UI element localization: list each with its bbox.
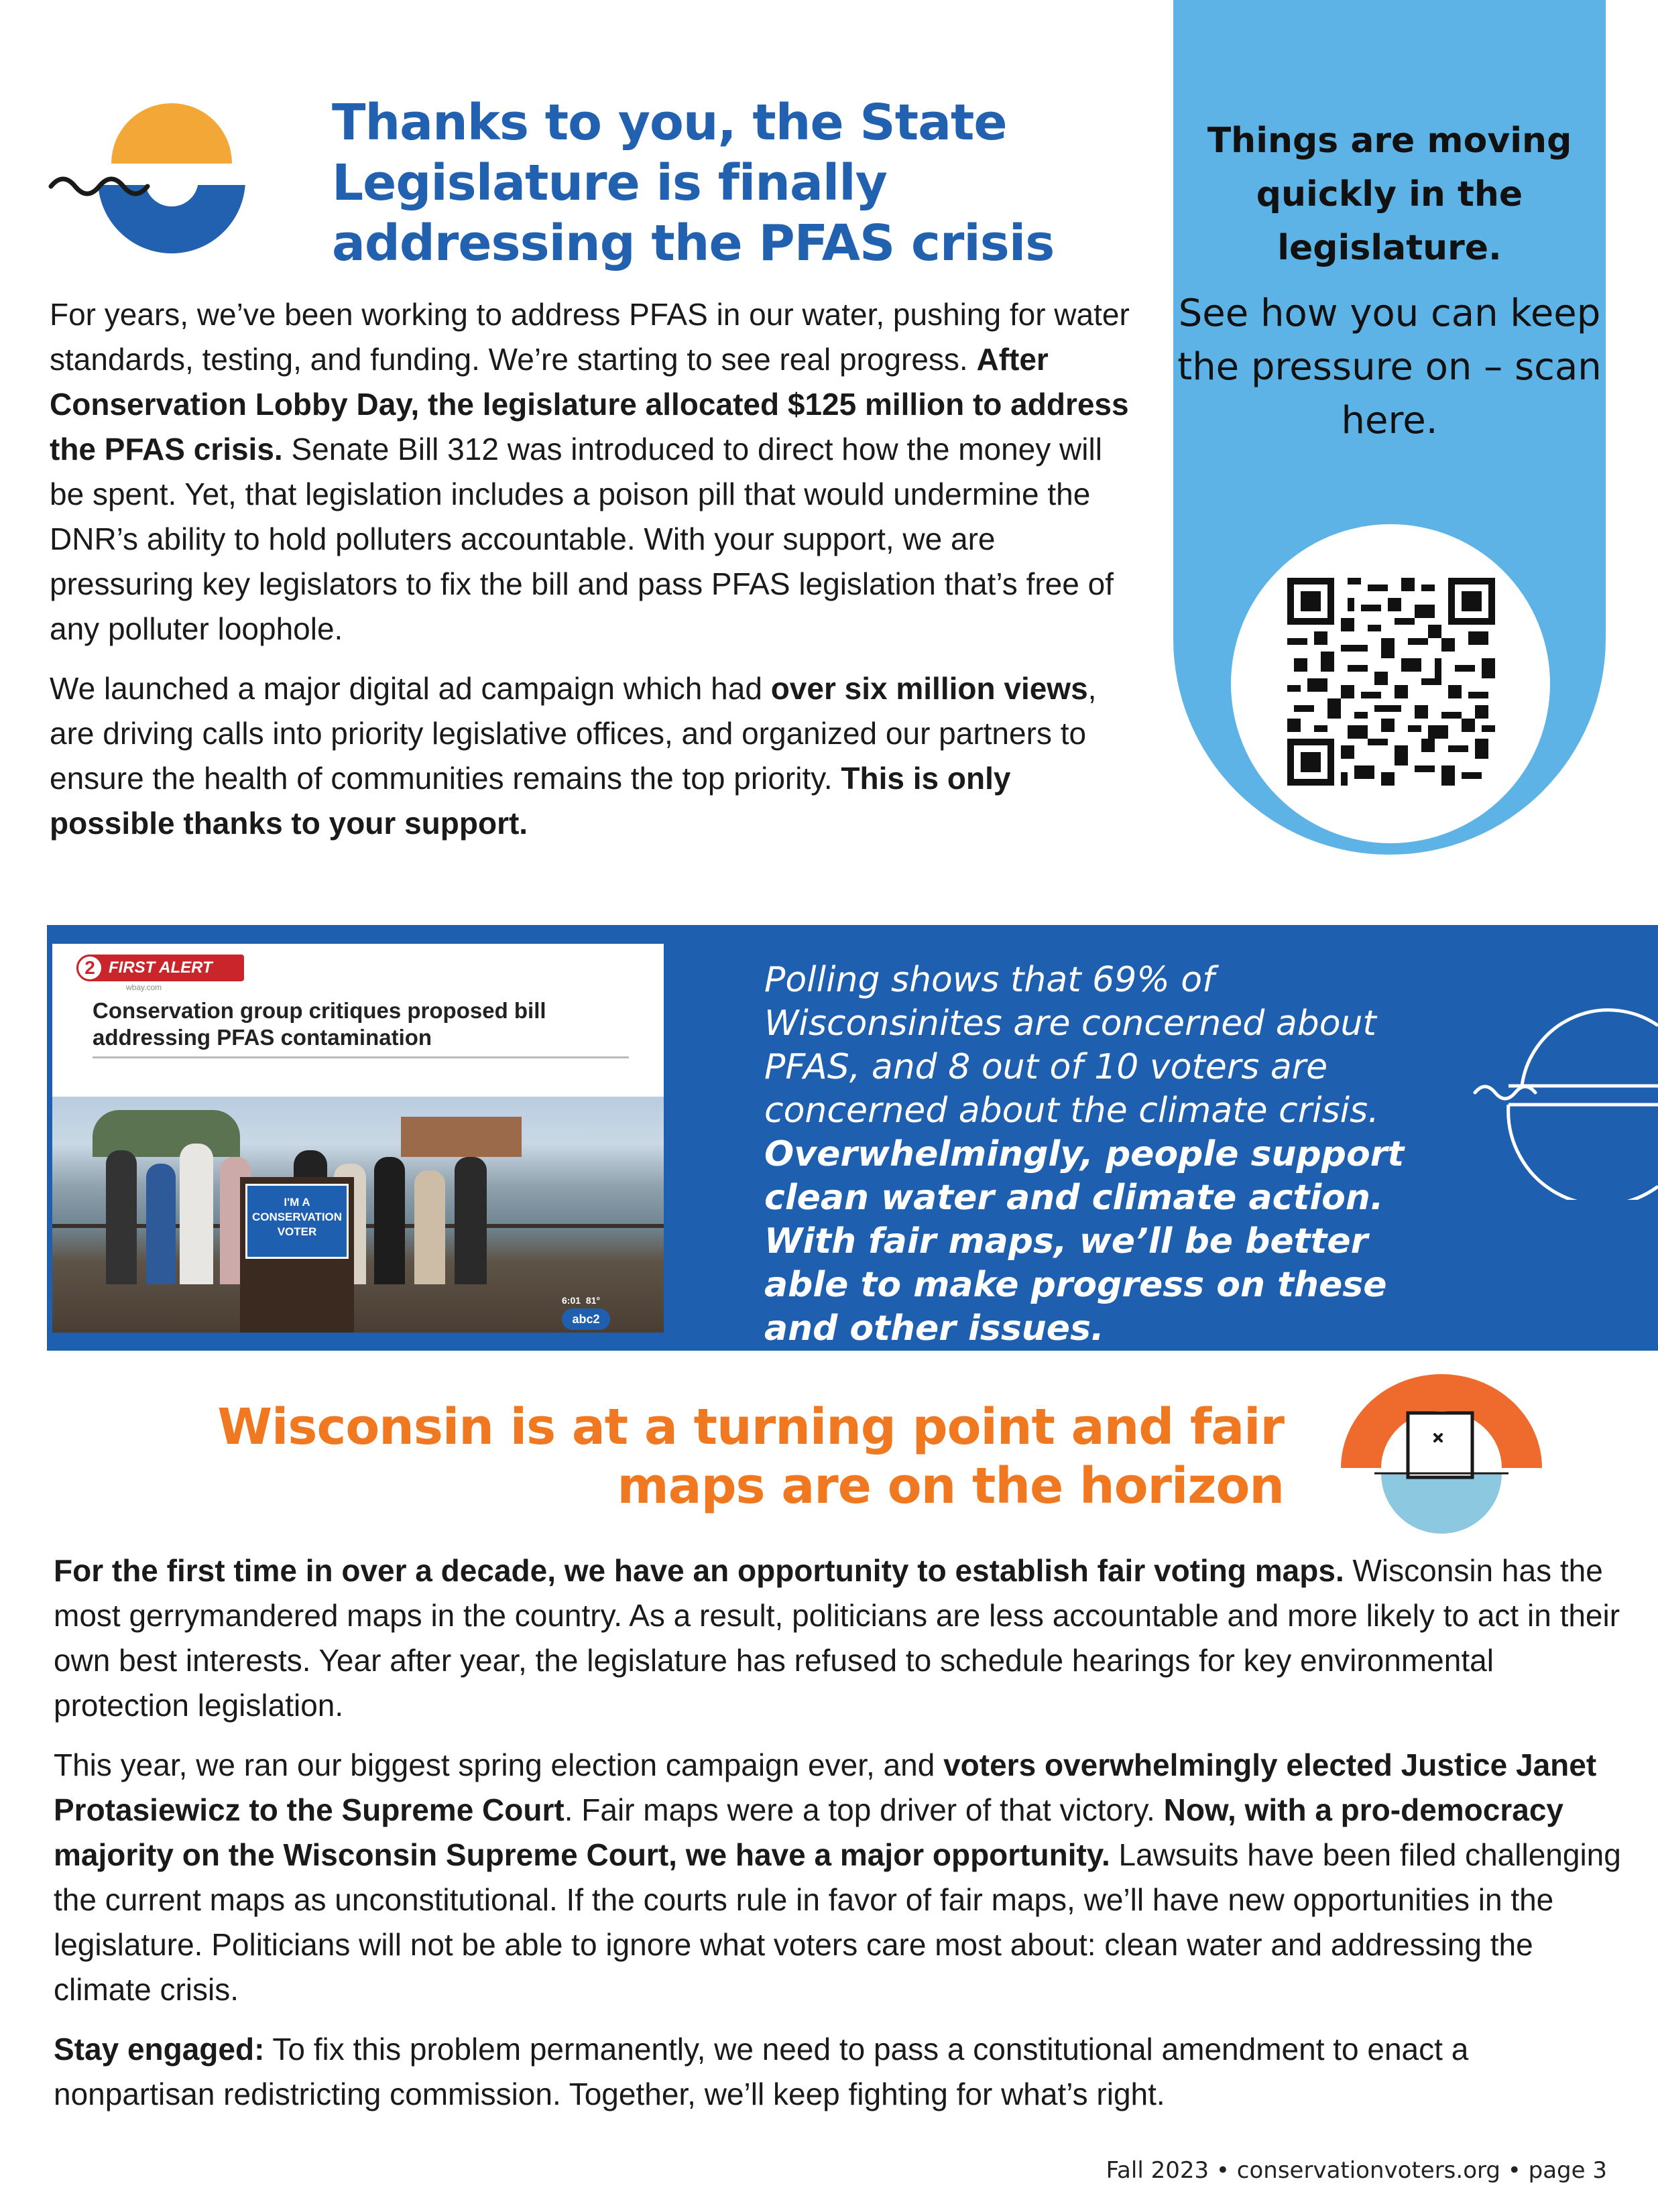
news-screenshot — [52, 944, 664, 1333]
pfas-paragraph-1 — [50, 292, 1136, 652]
maps-p1-bold: For the first time in over a decade, we have an opportunity to establish fair voting maps. — [54, 1553, 1344, 1588]
maps-p3-text: To fix this problem permanently, we need to pass a constitutional amendment to enact a nonpartisan redistricting commission. Together, we’ll keep fighting for what’s right. — [54, 2032, 1469, 2111]
person — [146, 1164, 176, 1284]
first-alert-logo — [76, 955, 244, 981]
maps-p2-text-3: Lawsuits have been filed challenging the current maps as unconstitutional. If the courts rule in favor of fair maps, we’ll have new opportunities in the legislature. Politicians will not be able to ignore what voters care most about: clean water and addressing the climate crisis. — [54, 1837, 1621, 2007]
water-bowl-icon — [1468, 985, 1658, 1200]
maps-p2-text: This year, we ran our biggest spring election campaign ever, and — [54, 1747, 944, 1782]
news-headline: Conservation group critiques proposed bill addressing PFAS contamination — [93, 998, 546, 1050]
time-text: 6:01 — [562, 1295, 581, 1306]
time-stamp — [562, 1295, 600, 1306]
sidebar-subtext: See how you can keep the pressure on – scan here. — [1177, 292, 1602, 442]
pfas-p1-text-2: Senate Bill 312 was introduced to direct how the money will be spent. Yet, that legislation includes a poison pill that would undermine the DNR’s ability to hold polluters accountable. With your support, we are pressuring key legislators to fix the bill and pass PFAS legislation that’s free of any polluter loophole. — [50, 432, 1114, 646]
temp-text: 81° — [585, 1295, 600, 1306]
maps-paragraph-3 — [54, 2027, 1622, 2117]
pfas-p1-text: For years, we’ve been working to address PFAS in our water, pushing for water standards, testing, and funding. We’re starting to see real progress. — [50, 297, 1130, 377]
ballot-box-icon — [1334, 1374, 1549, 1542]
person — [414, 1170, 445, 1284]
sidebar-heading: Things are moving quickly in the legislature. — [1207, 121, 1572, 268]
maps-p2-bold-2: Now, with a pro-democracy majority on the Wisconsin Supreme Court, we have a major opportunity. — [54, 1792, 1564, 1872]
person — [106, 1150, 137, 1284]
maps-section-title: Wisconsin is at a turning point and fair maps are on the horizon — [217, 1398, 1284, 1515]
maps-p2-text-2: . Fair maps were a top driver of that victory. — [564, 1792, 1164, 1827]
alert-label: FIRST ALERT — [109, 959, 213, 977]
pfas-p2-text: We launched a major digital ad campaign which had — [50, 671, 771, 706]
channel-badge: 2 — [76, 955, 103, 981]
sun-water-icon — [44, 101, 299, 261]
maps-p1-text: Wisconsin has the most gerrymandered maps in the country. As a result, politicians are less accountable and more likely to act in their own best interests. Year after year, the legislature has refused to schedule hearings for key environmental protection legislation. — [54, 1553, 1620, 1723]
person — [455, 1157, 487, 1284]
pfas-paragraph-2 — [50, 666, 1136, 846]
news-photo — [52, 1097, 664, 1333]
maps-paragraph-2 — [54, 1743, 1622, 2012]
maps-body — [54, 1548, 1622, 2132]
maps-p2-bold: voters overwhelmingly elected Justice Janet Protasiewicz to the Supreme Court — [54, 1747, 1597, 1827]
pfas-p2-bold-2: This is only possible thanks to your support. — [50, 761, 1011, 841]
pfas-section-title: Thanks to you, the State Legislature is finally addressing the PFAS crisis — [332, 94, 1055, 272]
maps-paragraph-1 — [54, 1548, 1622, 1728]
person — [180, 1144, 213, 1284]
pfas-p2-text-2: , are driving calls into priority legislative offices, and organized our partners to ensure the health of communities remains the top priority. — [50, 671, 1097, 796]
podium — [240, 1177, 354, 1333]
maps-p3-bold: Stay engaged: — [54, 2032, 265, 2067]
podium-sign: I'M A CONSERVATION VOTER — [245, 1184, 349, 1259]
polling-italic: Polling shows that 69% of Wisconsinites are concerned about PFAS, and 8 out of 10 voters are concerned about the climate crisis. — [764, 960, 1379, 1131]
person — [374, 1157, 405, 1284]
polling-bold: Overwhelmingly, people support clean water and climate action. With fair maps, we’ll be better able to make progress on these and other issues. — [764, 1134, 1405, 1349]
pfas-p1-bold: After Conservation Lobby Day, the legislature allocated $125 million to address the PFAS crisis. — [50, 342, 1129, 467]
page-footer: Fall 2023 • conservationvoters.org • page 3 — [1106, 2157, 1607, 2184]
qr-code-icon[interactable] — [1287, 578, 1495, 786]
station-logo: abc2 — [562, 1308, 610, 1330]
pfas-p2-bold: over six million views — [770, 671, 1088, 706]
site-label: wbay.com — [126, 983, 162, 992]
polling-text — [764, 959, 1462, 1351]
pfas-body — [50, 292, 1136, 861]
headline-rule — [93, 1056, 629, 1058]
